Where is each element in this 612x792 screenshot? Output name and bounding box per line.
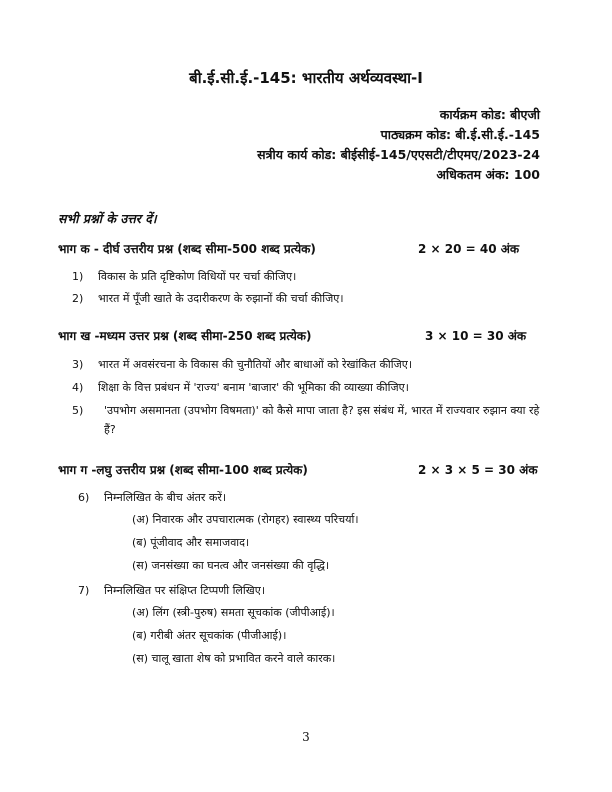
question-7-sub-b: (ब) गरीबी अंतर सूचकांक (पीजीआई)। <box>132 629 287 642</box>
question-text: शिक्षा के वित्त प्रबंधन में 'राज्य' बनाम 'बाजार' की भूमिका की व्याख्या कीजिए। <box>98 381 409 394</box>
section-a-heading: भाग क - दीर्घ उत्तरीय प्रश्न (शब्द सीमा-500 शब्द प्रत्येक) <box>58 242 316 256</box>
question-7 <box>78 581 558 600</box>
question-6-sub-c: (स) जनसंख्या का घनत्व और जनसंख्या की वृद्धि। <box>132 559 330 572</box>
section-c-marks: 2 × 3 × 5 = 30 अंक <box>418 463 538 477</box>
question-number: 4) <box>72 381 84 394</box>
section-a-marks: 2 × 20 = 40 अंक <box>418 242 520 256</box>
assignment-code: सत्रीय कार्य कोड: बीईसीई-145/एएसटी/टीएमए/2023-24 <box>257 147 540 162</box>
course-title: बी.ई.सी.ई.-145: भारतीय अर्थव्यवस्था-I <box>189 69 423 87</box>
course-code: पाठ्यक्रम कोड: बी.ई.सी.ई.-145 <box>380 127 540 142</box>
question-1 <box>72 267 552 286</box>
question-7-sub-c: (स) चालू खाता शेष को प्रभावित करने वाले कारक। <box>132 652 336 665</box>
section-c-heading: भाग ग -लघु उत्तरीय प्रश्न (शब्द सीमा-100 शब्द प्रत्येक) <box>58 463 308 477</box>
question-number: 7) <box>78 584 90 597</box>
question-number: 1) <box>72 270 84 283</box>
question-4 <box>72 378 552 397</box>
question-text: निम्नलिखित पर संक्षिप्त टिप्पणी लिखिए। <box>104 584 265 597</box>
question-number: 5) <box>72 404 84 417</box>
question-text: भारत में अवसंरचना के विकास की चुनौतियों और बाधाओं को रेखांकित कीजिए। <box>98 358 413 371</box>
question-2 <box>72 289 552 308</box>
instruction: सभी प्रश्नों के उत्तर दें। <box>58 211 157 226</box>
question-number: 6) <box>78 491 90 504</box>
section-b-heading: भाग ख -मध्यम उत्तर प्रश्न (शब्द सीमा-250 शब्द प्रत्येक) <box>58 329 312 343</box>
question-5 <box>72 401 552 439</box>
question-3 <box>72 355 552 374</box>
question-7-sub-a: (अ) लिंग (स्त्री-पुरुष) समता सूचकांक (जीपीआई)। <box>132 606 335 619</box>
program-code: कार्यक्रम कोड: बीएजी <box>439 107 540 122</box>
question-6-sub-b: (ब) पूंजीवाद और समाजवाद। <box>132 536 250 549</box>
question-6-sub-a: (अ) निवारक और उपचारात्मक (रोगहर) स्वास्थ्य परिचर्या। <box>132 513 359 526</box>
question-text: विकास के प्रति दृष्टिकोण विधियों पर चर्चा कीजिए। <box>98 270 297 283</box>
question-number: 2) <box>72 292 84 305</box>
question-text: 'उपभोग असमानता (उपभोग विषमता)' को कैसे मापा जाता है? इस संबंध में, भारत में राज्यवार रुझान क्या रहे हैं? <box>104 404 540 436</box>
max-marks: अधिकतम अंक: 100 <box>436 167 540 182</box>
question-number: 3) <box>72 358 84 371</box>
question-6 <box>78 488 558 507</box>
section-b-marks: 3 × 10 = 30 अंक <box>425 329 527 343</box>
page-number: 3 <box>302 730 310 744</box>
question-text: निम्नलिखित के बीच अंतर करें। <box>104 491 227 504</box>
question-text: भारत में पूँजी खाते के उदारीकरण के रुझानों की चर्चा कीजिए। <box>98 292 344 305</box>
